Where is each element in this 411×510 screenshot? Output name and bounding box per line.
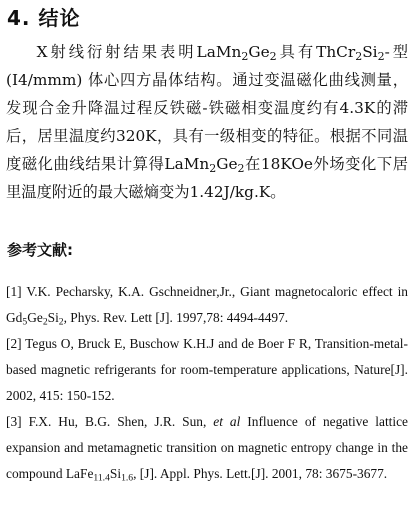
reference-text: , Phys. Rev. Lett [J]. 1997,78: 4494-4497. — [63, 310, 289, 325]
reference-item — [6, 279, 408, 331]
reference-text: , [J]. Appl. Phys. Lett.[J]. 2001, 78: 3675-3677. — [133, 466, 388, 481]
subscript: 2 — [209, 162, 217, 176]
subscript: 2 — [377, 50, 385, 64]
subscript: 1.6 — [121, 472, 134, 484]
subscript: 11.4 — [93, 472, 110, 484]
conclusion-text: Si — [362, 43, 378, 61]
reference-text: Si — [47, 310, 59, 325]
conclusion-text: 具有ThCr — [276, 43, 356, 61]
conclusion-paragraph — [6, 38, 408, 206]
conclusion-text: 在18KOe外场变化下居里温度附近的最大磁熵变为1.42J/kg.K。 — [6, 155, 409, 201]
subscript: 2 — [355, 50, 363, 64]
subscript: 2 — [237, 162, 245, 176]
conclusion-text: Ge — [248, 43, 270, 61]
reference-text: [3] F.X. Hu, B.G. Shen, J.R. Sun, — [6, 414, 214, 429]
subscript: 2 — [58, 316, 64, 328]
reference-item — [6, 409, 408, 487]
reference-emphasis: et al — [213, 414, 241, 429]
references-heading: 参考文献: — [7, 241, 73, 259]
conclusion-text: Ge — [216, 155, 238, 173]
reference-item — [6, 331, 408, 409]
conclusion-text: -型(I4/mmm) 体心四方晶体结构。通过变温磁化曲线测量，发现合金升降温过程反铁磁-铁磁相变温度约有4.3K的滞后，居里温度约320K，具有一级相变的特征。根据不同温度磁化曲线结果计算得LaMn — [6, 43, 408, 173]
reference-text: [1] V.K. Pecharsky, K.A. Gschneidner,Jr., Giant magnetocaloric effect in Gd — [6, 284, 408, 325]
reference-text: Ge — [27, 310, 43, 325]
conclusion-text: X射线衍射结果表明LaMn — [36, 43, 242, 61]
subscript: 2 — [42, 316, 48, 328]
subscript: 2 — [241, 50, 249, 64]
subscript: 5 — [22, 316, 28, 328]
reference-text: Influence of negative lattice expansion and metamagnetic transition on magnetic entropy change in the compound LaFe — [6, 414, 408, 481]
section-heading: 4. 结论 — [7, 6, 81, 30]
reference-list — [6, 279, 408, 487]
reference-text: Si — [109, 466, 122, 481]
subscript: 2 — [269, 50, 277, 64]
reference-text: [2] Tegus O, Bruck E, Buschow K.H.J and de Boer F R, Transition-metal-based magnetic refrigerants for room-temperature applications, Nature[J]. 2002, 415: 150-152. — [6, 336, 408, 403]
